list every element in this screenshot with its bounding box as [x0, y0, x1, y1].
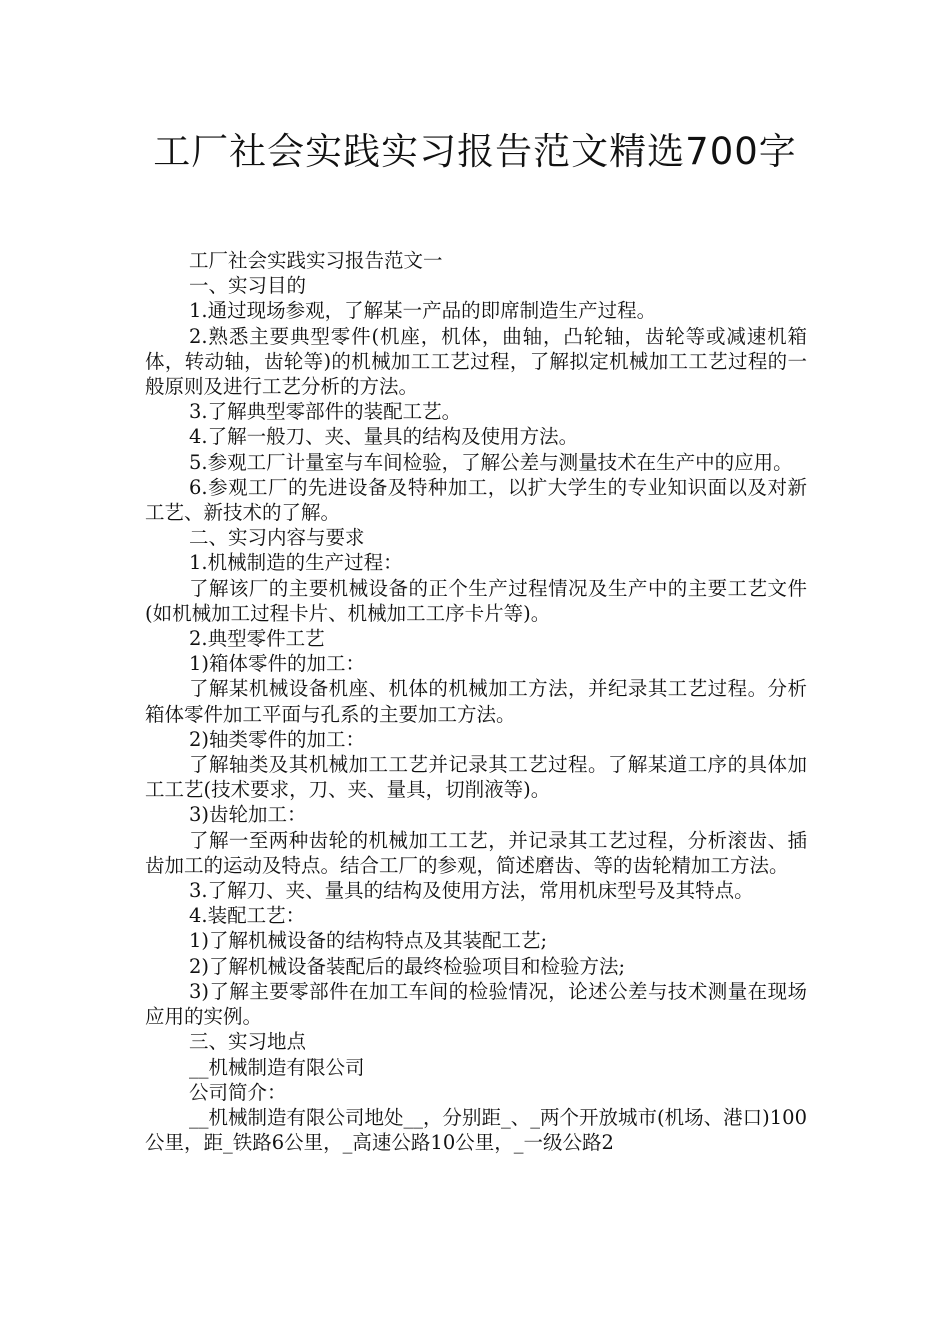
paragraph: __机械制造有限公司 — [189, 1055, 365, 1079]
paragraph: 5.参观工厂计量室与车间检验，了解公差与测量技术在生产中的应用。 — [189, 450, 793, 474]
paragraph: 了解轴类及其机械加工工艺并记录其工艺过程。了解某道工序的具体加工工艺(技术要求，刀、夹、量具，切削液等)。 — [145, 753, 807, 802]
document-title: 工厂社会实践实习报告范文精选700字 — [153, 130, 797, 173]
paragraph: 1.机械制造的生产过程： — [189, 551, 403, 575]
paragraph: 2)轴类零件的加工： — [189, 727, 366, 751]
paragraph: 2.典型零件工艺 — [189, 627, 325, 651]
paragraph: 工厂社会实践实习报告范文一 — [189, 249, 443, 272]
paragraph: 4.了解一般刀、夹、量具的结构及使用方法。 — [189, 425, 579, 449]
paragraph: 公司简介： — [189, 1080, 287, 1104]
paragraph: 1)了解机械设备的结构特点及其装配工艺; — [189, 929, 548, 953]
paragraph: 3.了解典型零部件的装配工艺。 — [189, 400, 462, 424]
section-heading: 二、实习内容与要求 — [189, 526, 365, 550]
section-heading: 一、实习目的 — [189, 274, 307, 298]
paragraph: 2)了解机械设备装配后的最终检验项目和检验方法; — [189, 954, 626, 978]
paragraph: 了解该厂的主要机械设备的正个生产过程情况及生产中的主要工艺文件(如机械加工过程卡片、机械加工工序卡片等)。 — [145, 576, 807, 625]
paragraph: __机械制造有限公司地处__，分别距_、_两个开放城市(机场、港口)100公里，距_铁路6公里，_高速公路10公里，_一级公路2 — [145, 1105, 807, 1155]
paragraph: 1.通过现场参观，了解某一产品的即席制造生产过程。 — [189, 299, 657, 323]
paragraph: 6.参观工厂的先进设备及特种加工，以扩大学生的专业知识面以及对新工艺、新技术的了解。 — [145, 475, 807, 525]
section-heading: 三、实习地点 — [189, 1030, 307, 1054]
paragraph: 3)了解主要零部件在加工车间的检验情况，论述公差与技术测量在现场应用的实例。 — [145, 979, 807, 1029]
paragraph: 了解某机械设备机座、机体的机械加工方法，并纪录其工艺过程。分析箱体零件加工平面与孔系的主要加工方法。 — [145, 677, 807, 726]
paragraph: 3)齿轮加工： — [189, 803, 307, 827]
paragraph: 3.了解刀、夹、量具的结构及使用方法，常用机床型号及其特点。 — [189, 879, 754, 903]
paragraph: 了解一至两种齿轮的机械加工工艺，并记录其工艺过程，分析滚齿、插齿加工的运动及特点。结合工厂的参观，简述磨齿、等的齿轮精加工方法。 — [145, 828, 807, 877]
paragraph: 4.装配工艺： — [189, 904, 306, 928]
paragraph: 1)箱体零件的加工： — [189, 652, 366, 676]
paragraph: 2.熟悉主要典型零件(机座，机体，曲轴，凸轮轴，齿轮等或减速机箱体，转动轴，齿轮等)的机械加工工艺过程，了解拟定机械加工工艺过程的一般原则及进行工艺分析的方法。 — [145, 324, 807, 399]
document-body — [145, 248, 807, 1155]
